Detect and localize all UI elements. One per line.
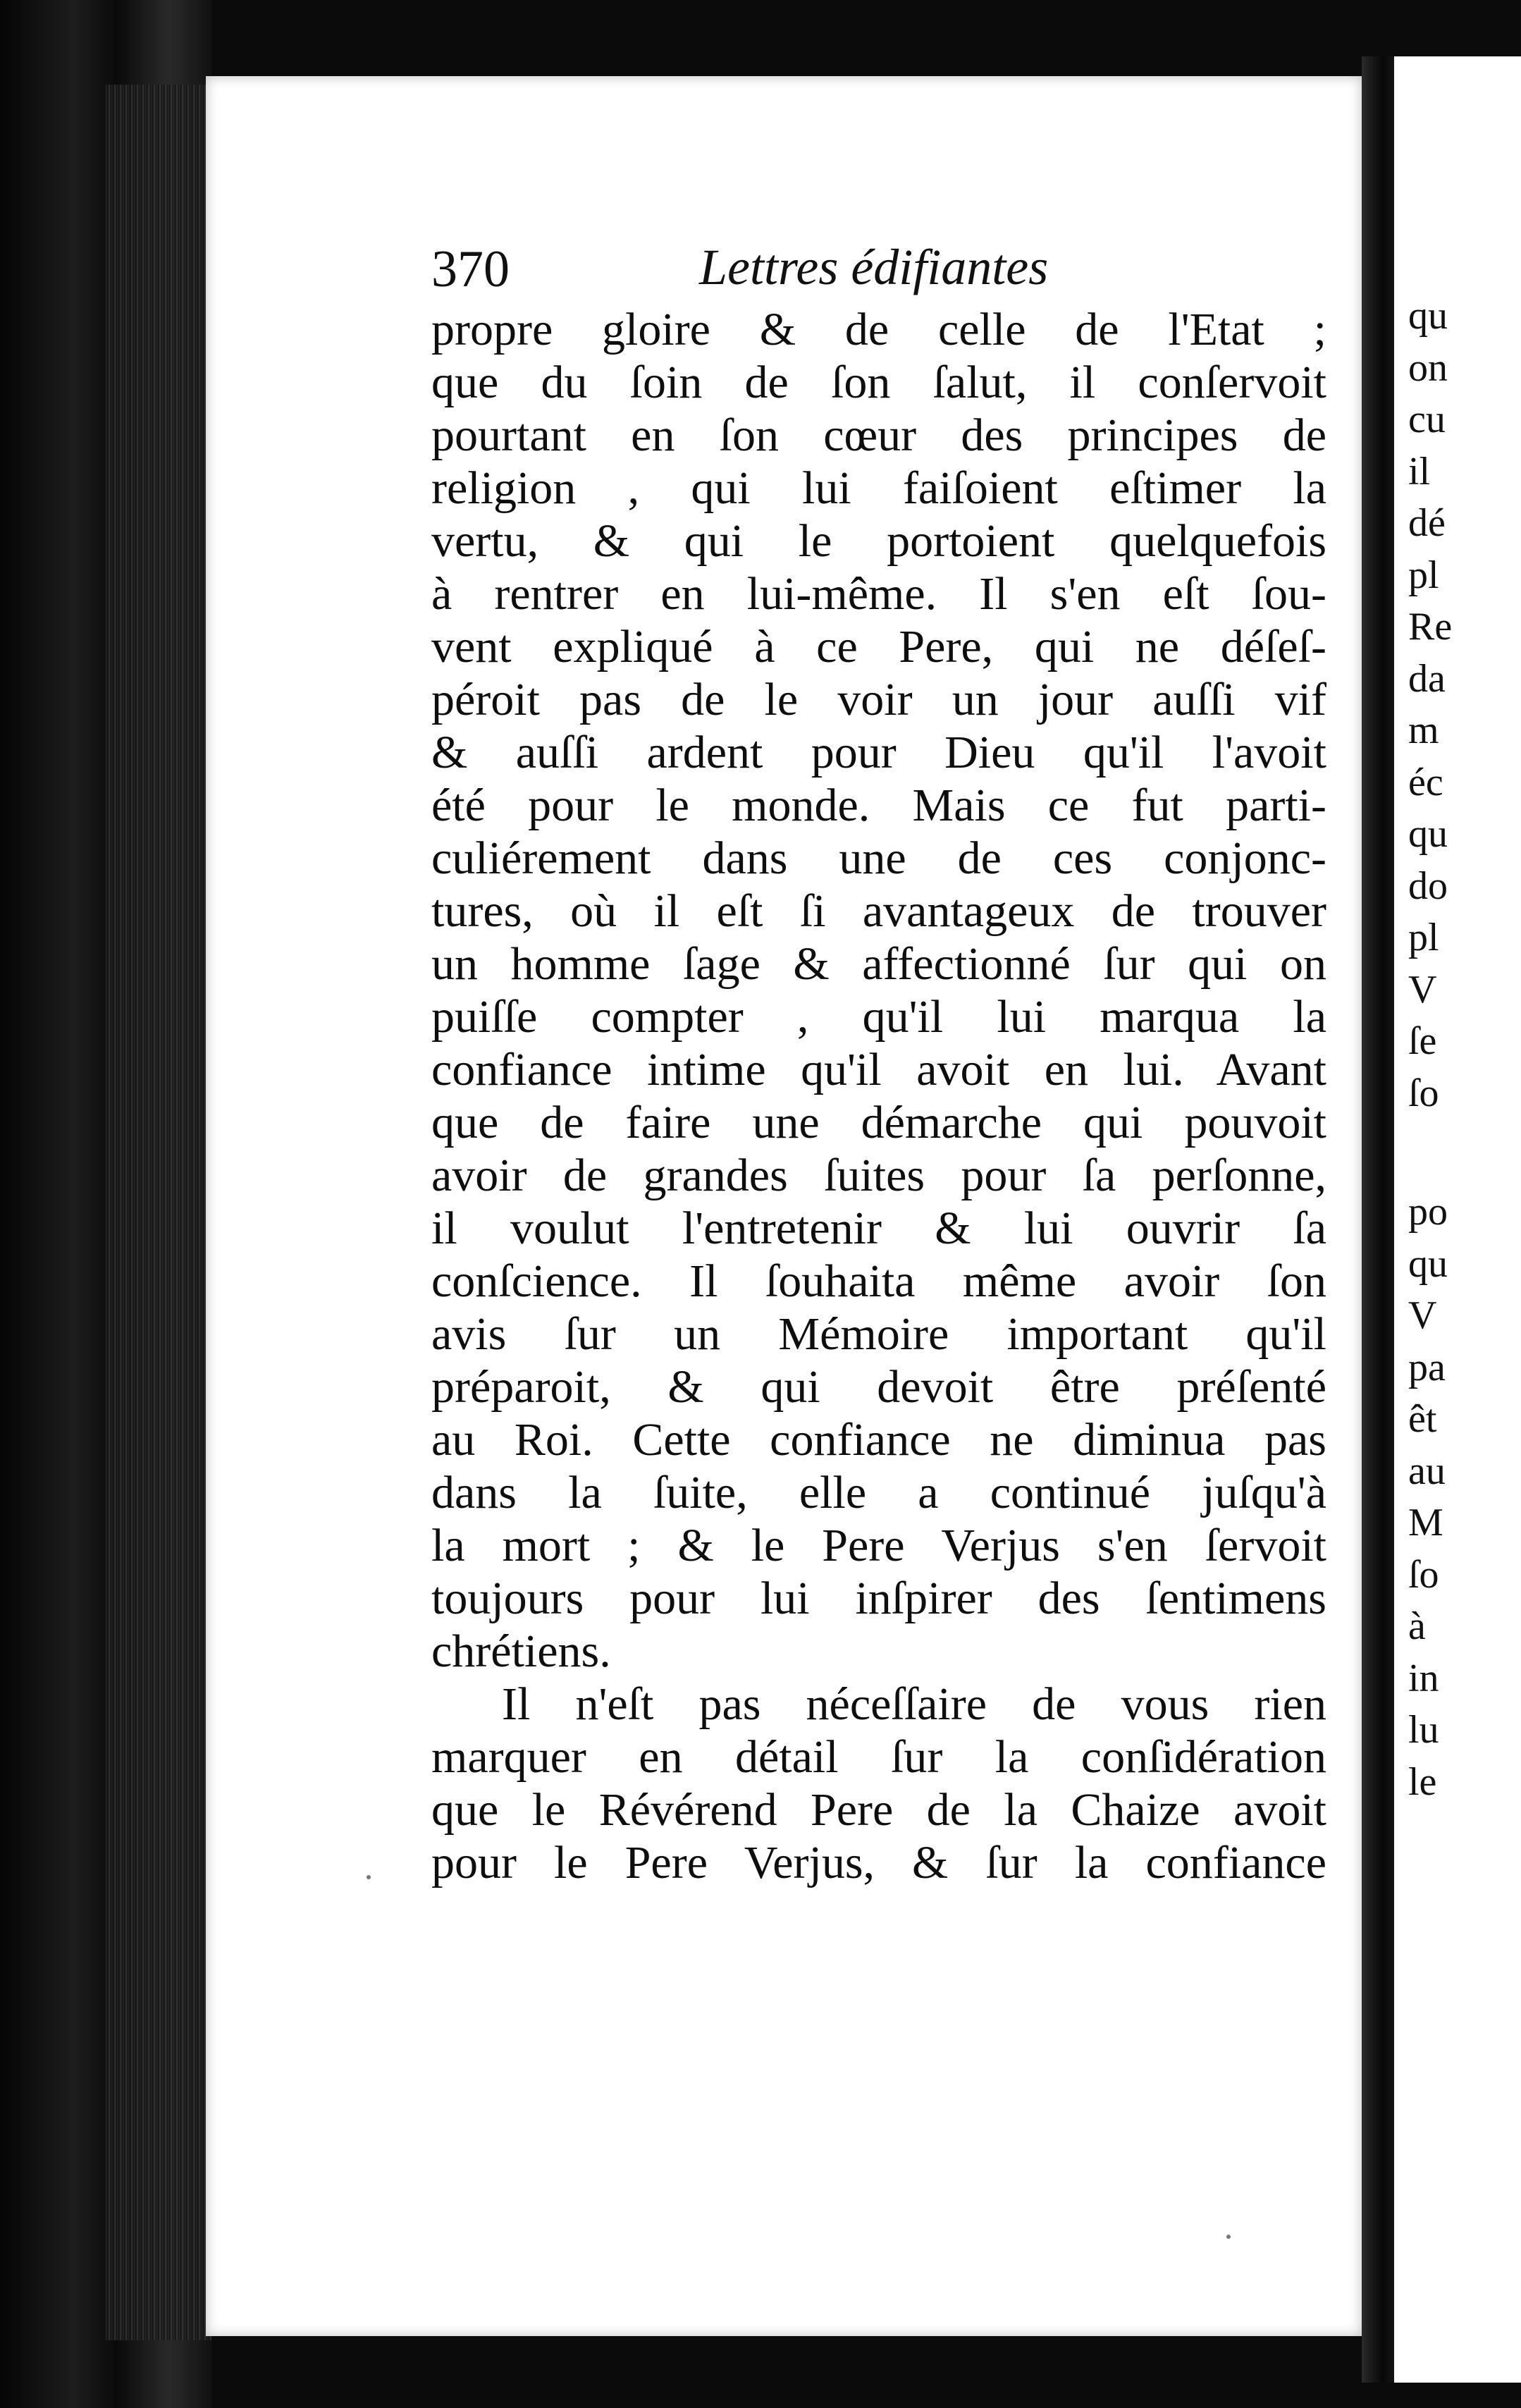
- facing-page-fragment: on: [1408, 345, 1448, 390]
- facing-page-fragment: lu: [1408, 1708, 1439, 1752]
- text-line: confiance intime qu'il avoit en lui. Avant: [431, 1044, 1326, 1095]
- text-line: que de faire une démarche qui pouvoit: [431, 1097, 1326, 1148]
- text-line: religion , qui lui faiſoient eſtimer la: [431, 462, 1326, 514]
- facing-page-fragment: pl: [1408, 916, 1439, 959]
- facing-page-fragment: qu: [1408, 1241, 1448, 1286]
- text-line: vent expliqué à ce Pere, qui ne déſeſ-: [431, 621, 1326, 672]
- text-line: puiſſe compter , qu'il lui marqua la: [431, 991, 1326, 1043]
- text-line: avoir de grandes ſuites pour ſa perſonne,: [431, 1150, 1326, 1201]
- facing-page-fragment: êt: [1408, 1397, 1437, 1441]
- facing-page-fragment: pl: [1408, 553, 1439, 597]
- text-line: culiérement dans une de ces conjonc-: [431, 833, 1326, 884]
- text-line: avis ſur un Mémoire important qu'il: [431, 1308, 1326, 1360]
- facing-page-fragment: à: [1408, 1604, 1426, 1648]
- text-line: pourtant en ſon cœur des principes de: [431, 410, 1326, 461]
- text-line: la mort ; & le Pere Verjus s'en ſervoit: [431, 1520, 1326, 1571]
- paragraph-1: [431, 303, 1326, 1678]
- text-line: chrétiens.: [431, 1626, 611, 1677]
- facing-page-fragment: M: [1408, 1501, 1443, 1544]
- facing-page-fragment: dé: [1408, 501, 1446, 545]
- facing-page-fragment: ſo: [1408, 1071, 1439, 1115]
- running-title: Lettres édifiantes: [699, 239, 1049, 295]
- facing-page-fragment: m: [1408, 708, 1439, 752]
- facing-page-fragment: in: [1408, 1656, 1439, 1700]
- text-line: que du ſoin de ſon ſalut, il conſervoit: [431, 357, 1326, 408]
- paragraph-2: [431, 1678, 1326, 1889]
- facing-page-fragment: il: [1408, 449, 1431, 493]
- page-header: [431, 233, 1319, 310]
- text-line: Il n'eſt pas néceſſaire de vous rien: [502, 1678, 1326, 1730]
- text-line: propre gloire & de celle de l'Etat ;: [431, 304, 1326, 355]
- text-line: dans la ſuite, elle a continué juſqu'à: [431, 1467, 1326, 1518]
- text-line: préparoit, & qui devoit être préſenté: [431, 1361, 1326, 1413]
- text-line: à rentrer en lui-même. Il s'en eſt ſou-: [431, 568, 1326, 620]
- facing-page-fragment: Re: [1408, 605, 1453, 649]
- facing-page-fragment: qu: [1408, 294, 1448, 338]
- facing-page-fragment: cu: [1408, 398, 1446, 441]
- facing-page-fragment: po: [1408, 1190, 1448, 1234]
- text-line: au Roi. Cette confiance ne diminua pas: [431, 1414, 1326, 1466]
- facing-page-fragment: pa: [1408, 1345, 1446, 1389]
- facing-page-fragment: ſo: [1408, 1552, 1439, 1597]
- facing-page-fragment: au: [1408, 1449, 1446, 1493]
- facing-page-fragment: qu: [1408, 812, 1448, 856]
- page-body: [431, 303, 1326, 1889]
- text-line: il voulut l'entretenir & lui ouvrir ſa: [431, 1203, 1326, 1254]
- page-edges: [106, 85, 211, 2340]
- text-line: & auſſi ardent pour Dieu qu'il l'avoit: [431, 727, 1326, 778]
- facing-page: [1394, 56, 1521, 2383]
- text-line: pour le Pere Verjus, & ſur la confiance: [431, 1837, 1326, 1888]
- text-line: que le Révérend Pere de la Chaize avoit: [431, 1784, 1326, 1836]
- text-line: tures, où il eſt ſi avantageux de trouver: [431, 885, 1326, 937]
- text-line: péroit pas de le voir un jour auſſi vif: [431, 674, 1326, 725]
- facing-page-fragment: le: [1408, 1759, 1437, 1804]
- paper-speck: [367, 1875, 371, 1879]
- book-gutter: [1362, 56, 1396, 2383]
- text-line: conſcience. Il ſouhaita même avoir ſon: [431, 1255, 1326, 1307]
- facing-page-fragment: éc: [1408, 760, 1443, 804]
- facing-page-fragment: do: [1408, 864, 1448, 908]
- facing-page-fragment: da: [1408, 656, 1446, 701]
- paper-speck: [1226, 2235, 1231, 2239]
- text-line: été pour le monde. Mais ce fut parti-: [431, 780, 1326, 831]
- page-number: 370: [431, 240, 510, 298]
- text-line: un homme ſage & affectionné ſur qui on: [431, 938, 1326, 990]
- text-line: toujours pour lui inſpirer des ſentimens: [431, 1573, 1326, 1624]
- text-line: marquer en détail ſur la conſidération: [431, 1731, 1326, 1783]
- text-line: vertu, & qui le portoient quelquefois: [431, 515, 1326, 567]
- facing-page-fragment: V: [1408, 967, 1437, 1012]
- facing-page-fragment: ſe: [1408, 1019, 1437, 1063]
- facing-page-fragment: V: [1408, 1294, 1437, 1337]
